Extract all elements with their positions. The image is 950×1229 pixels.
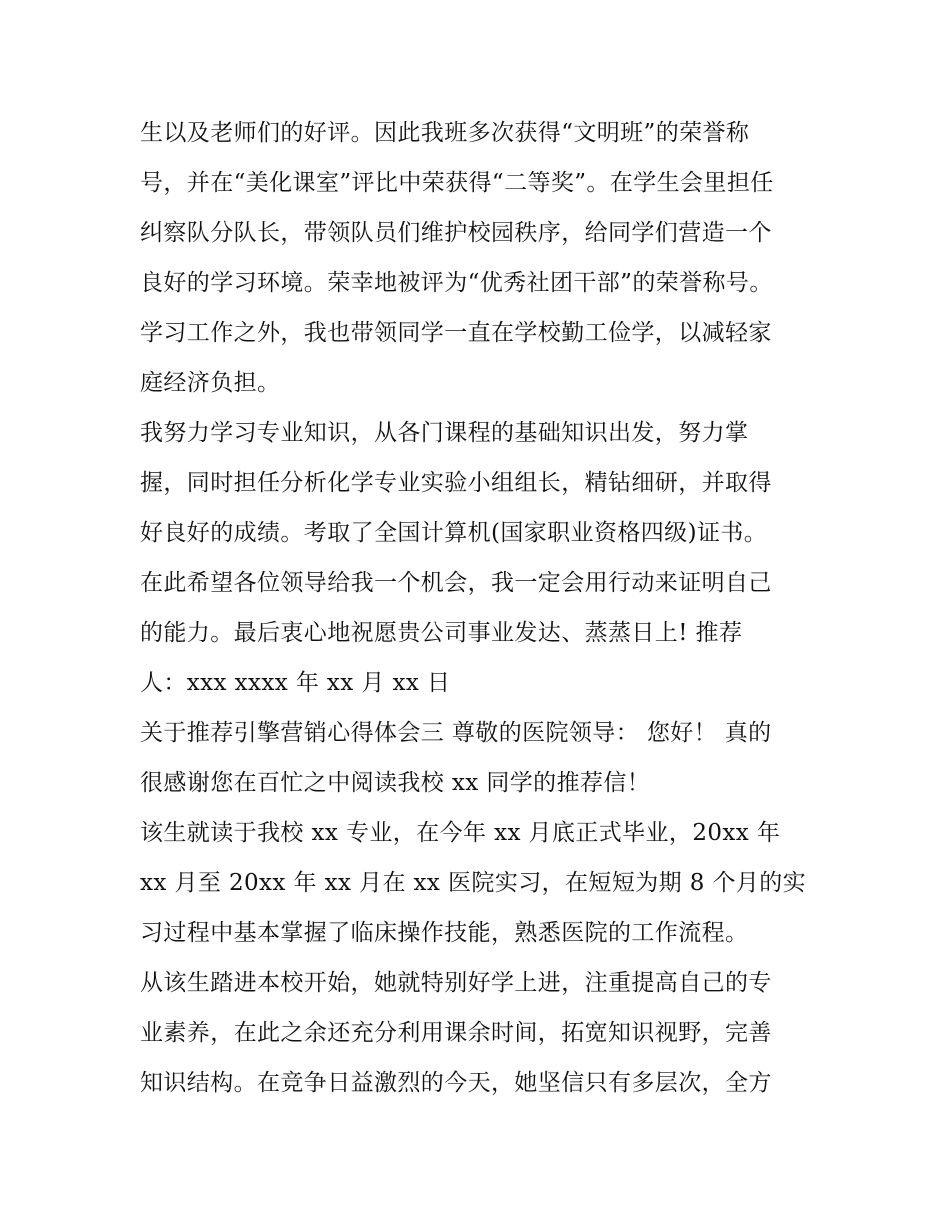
text-line: 习过程中基本掌握了临床操作技能，熟悉医院的工作流程。 xyxy=(140,920,749,946)
text-line: 我努力学习专业知识，从各门课程的基础知识出发，努力掌 xyxy=(140,420,749,446)
text-line: 好良好的成绩。考取了全国计算机(国家职业资格四级)证书。 xyxy=(140,520,768,546)
text-line: 生以及老师们的好评。因此我班多次获得“文明班”的荣誉称 xyxy=(140,120,750,146)
text-line: 学习工作之外，我也带领同学一直在学校勤工俭学，以减轻家 xyxy=(140,320,772,346)
text-line: 良好的学习环境。荣幸地被评为“优秀社团干部”的荣誉称号。 xyxy=(140,270,773,296)
text-line: xx 月至 20xx 年 xx 月在 xx 医院实习，在短短为期 8 个月的实 xyxy=(140,870,807,896)
text-line: 知识结构。在竞争日益激烈的今天，她坚信只有多层次，全方 xyxy=(140,1070,772,1096)
text-line: 该生就读于我校 xx 专业，在今年 xx 月底正式毕业，20xx 年 xyxy=(140,820,781,846)
text-line: 很感谢您在百忙之中阅读我校 xx 同学的推荐信！ xyxy=(140,770,651,796)
text-line: 握，同时担任分析化学专业实验小组组长，精钻细研，并取得 xyxy=(140,470,772,496)
text-line: 纠察队分队长，带领队员们维护校园秩序，给同学们营造一个 xyxy=(140,220,772,246)
text-line: 从该生踏进本校开始，她就特别好学上进，注重提高自己的专 xyxy=(140,970,772,996)
text-line: 庭经济负担。 xyxy=(140,370,281,396)
text-line: 业素养，在此之余还充分利用课余时间，拓宽知识视野，完善 xyxy=(140,1020,772,1046)
text-line: 号，并在“美化课室”评比中荣获得“二等奖”。在学生会里担任 xyxy=(140,170,774,196)
text-line: 在此希望各位领导给我一个机会，我一定会用行动来证明自己 xyxy=(140,570,772,596)
text-line: 的能力。最后衷心地祝愿贵公司事业发达、蒸蒸日上! 推荐 xyxy=(140,620,743,646)
text-line: 人：xxx xxxx 年 xx 月 xx 日 xyxy=(140,670,451,696)
text-line: 关于推荐引擎营销心得体会三 尊敬的医院领导： 您好！ 真的 xyxy=(140,720,772,746)
document-body xyxy=(140,108,830,1108)
